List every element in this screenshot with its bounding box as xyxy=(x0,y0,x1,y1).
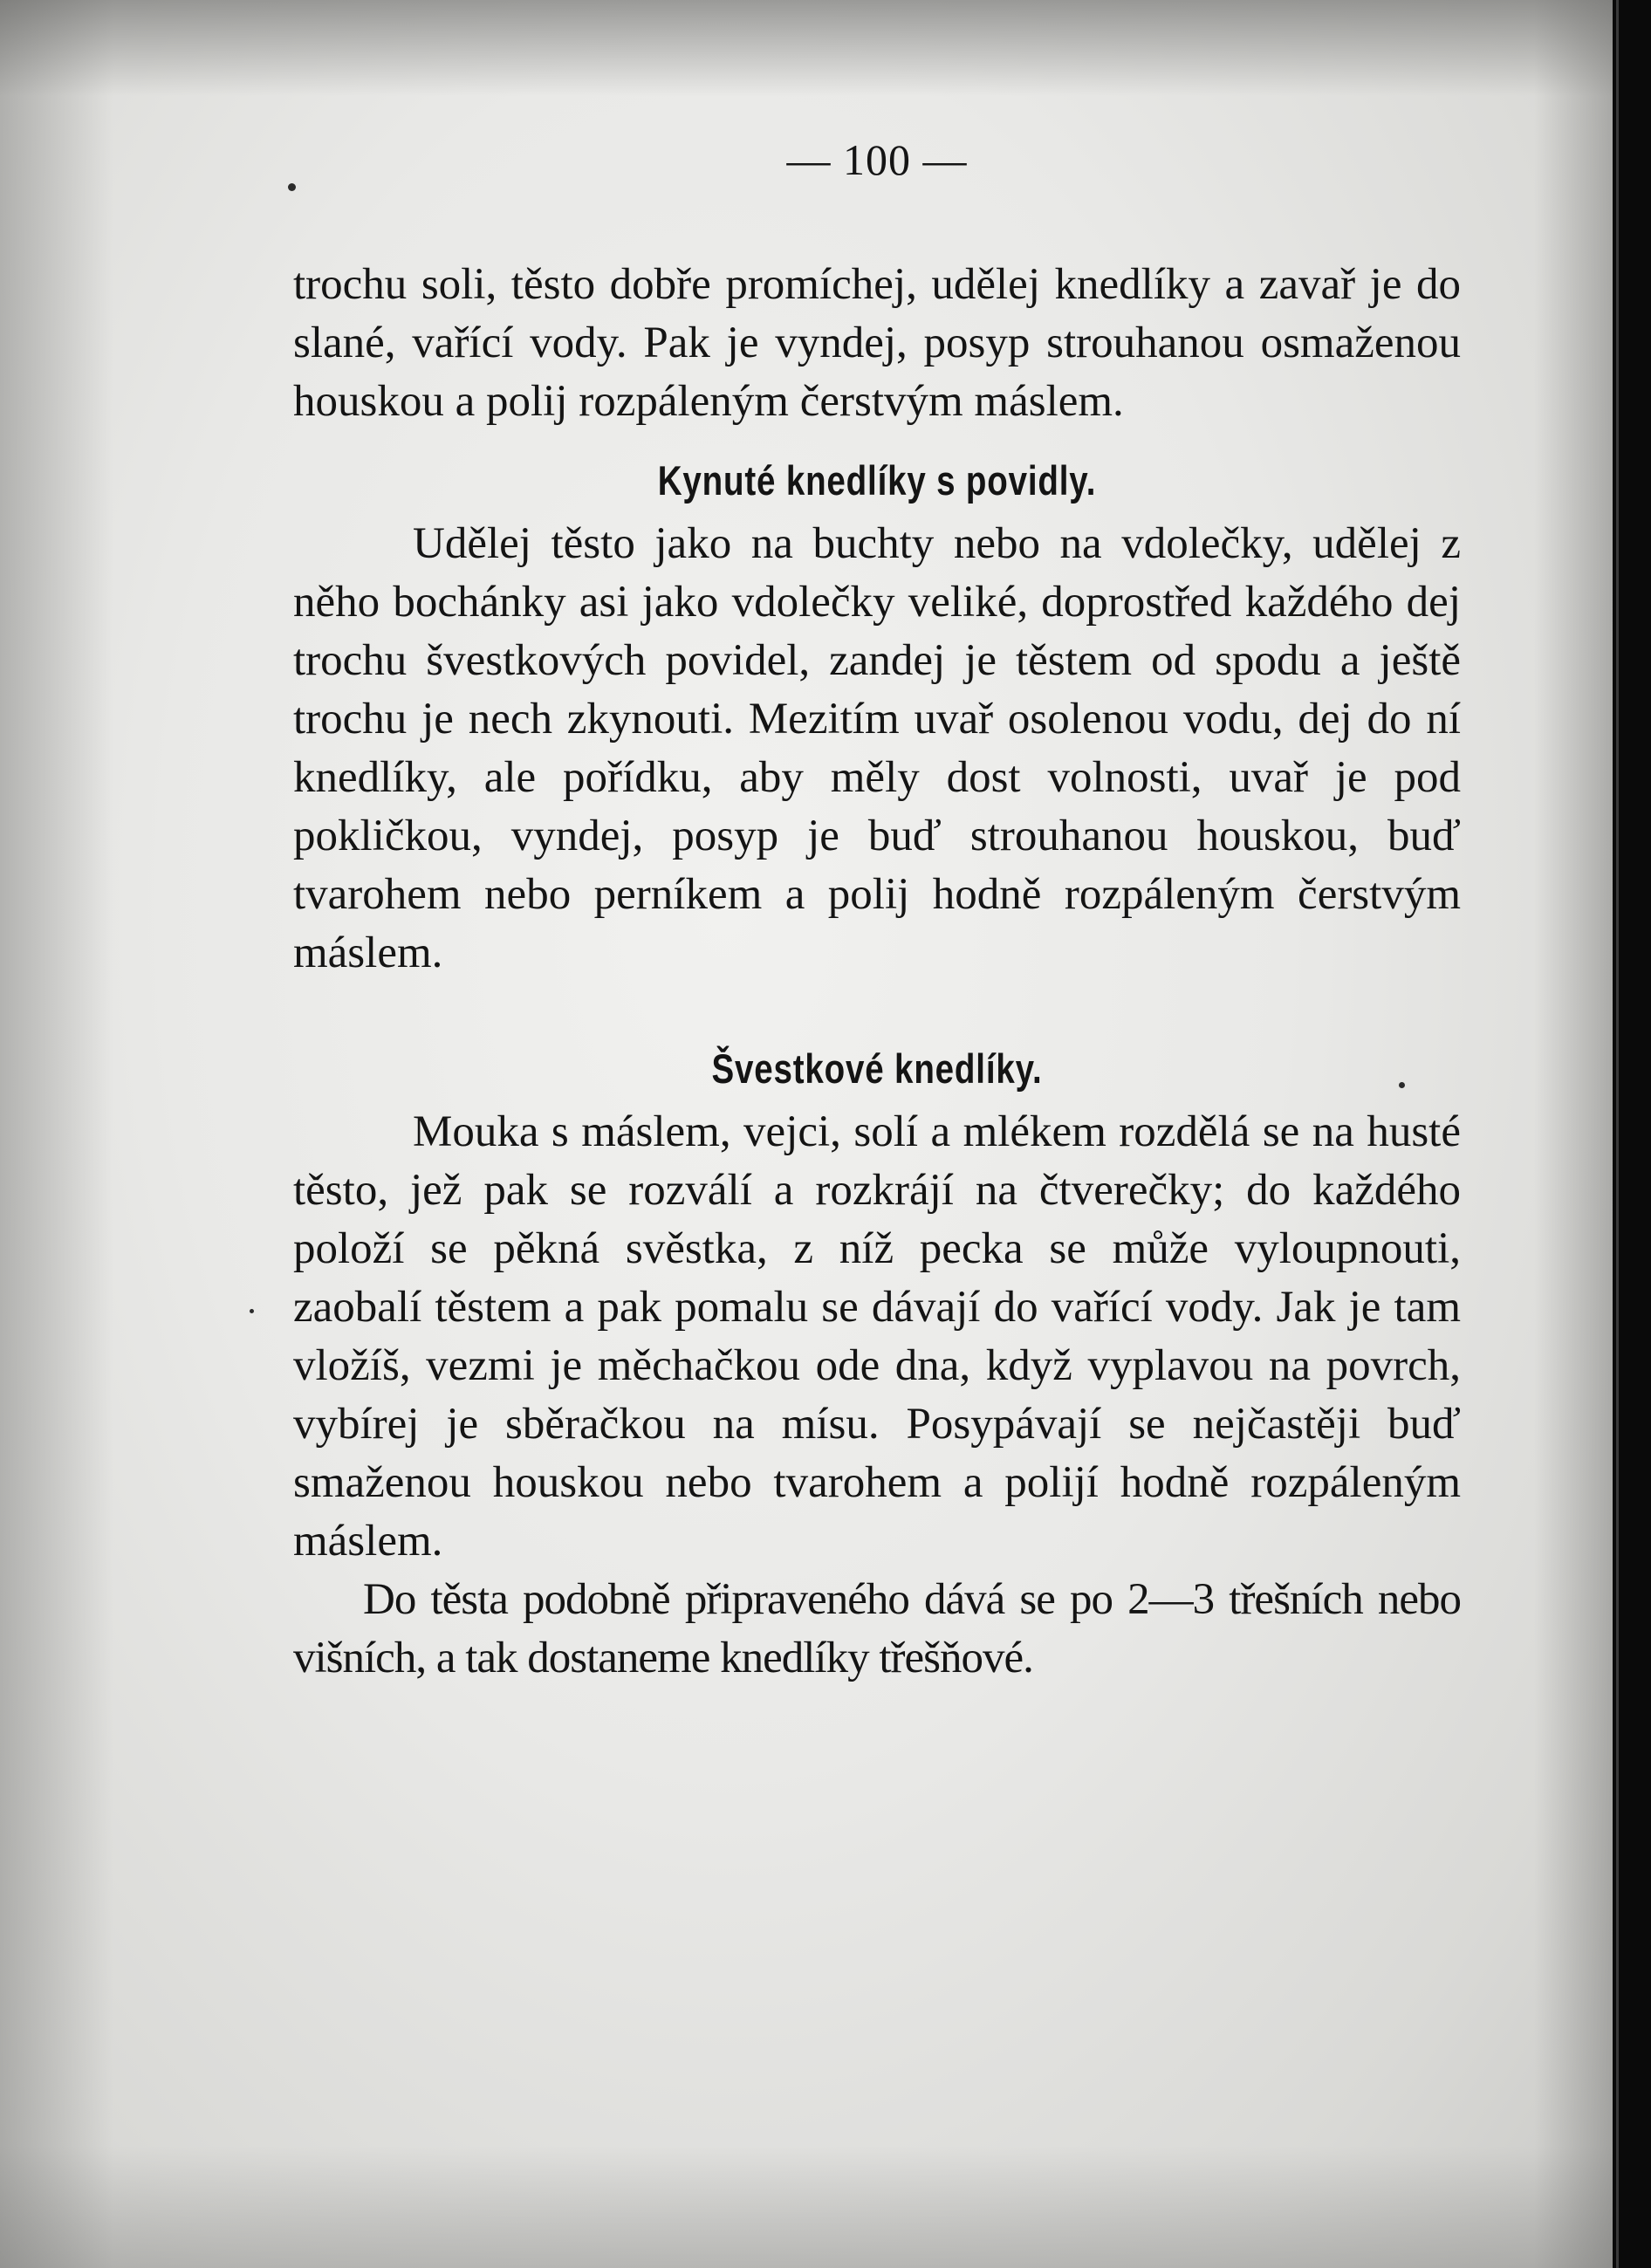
intro-paragraph: trochu soli, těsto dobře promíchej, udělej knedlíky a zavař je do slané, vařící vody. Pak je vyndej, posyp strouhanou osmaženou houskou a polij rozpáleným čerstvým máslem. xyxy=(293,260,1461,426)
page-number: — 100 — xyxy=(786,135,968,184)
speck-mark xyxy=(250,1309,254,1313)
scan-right-border xyxy=(1613,0,1651,2268)
scan-top-shadow xyxy=(0,0,1613,96)
paragraph-tresnove-knedliky: Do těsta podobně připraveného dává se po 2—3 třešních nebo višních, a tak dostaneme knedlíky třešňové. xyxy=(293,1575,1461,1682)
scan-bottom-shadow xyxy=(0,2146,1613,2268)
heading-svestkove-knedliky: Švestkové knedlíky. xyxy=(711,1045,1043,1092)
paragraph-svestkove-knedliky: Mouka s máslem, vejci, solí a mlékem rozdělá se na husté těsto, jež pak se rozválí a rozkrájí na čtverečky; do každého položí se pěkná svěstka, z níž pecka se může vyloupnouti, zaobalí těstem a pak pomalu se dávají do vařící vody. Jak je tam vložíš, vezmi je měchačkou ode dna, když vyplavou na povrch, vybírej je sběračkou na mísu. Posypávají se nejčastěji buď smaženou houskou nebo tvarohem a polijí hodně rozpáleným máslem. xyxy=(293,1107,1461,1566)
paragraph-kynute-knedliky: Udělej těsto jako na buchty nebo na vdolečky, udělej z něho bochánky asi jako vdolečky veliké, doprostřed každého dej trochu švestkových povidel, zandej je těstem od spodu a ještě trochu je nech zkynouti. Mezitím uvař osolenou vodu, dej do ní knedlíky, ale pořídku, aby měly dost volnosti, uvař je pod pokličkou, vyndej, posyp je buď strouhanou houskou, buď tvarohem nebo perníkem a polij hodně rozpáleným čerstvým máslem. xyxy=(293,519,1461,977)
heading-kynute-knedliky: Kynuté knedlíky s povidly. xyxy=(657,457,1097,504)
page-content xyxy=(293,131,1461,1688)
